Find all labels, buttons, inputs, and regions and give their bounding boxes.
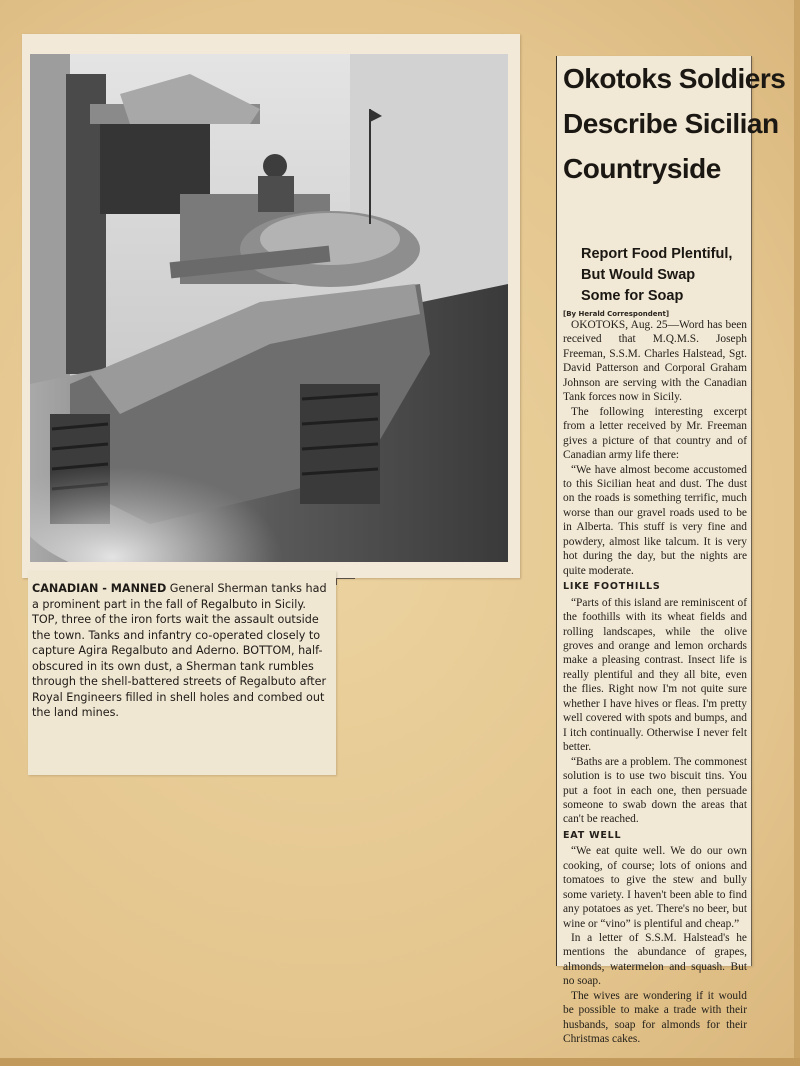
article-paragraph: “Parts of this island are reminiscent of the foothills with its wheat fields and rolling landscapes, while the olive groves and orange and lemon orchards make a pleasing contrast. Insect life is really plentiful and they all bite, even the flies. Right now I'm not quite sure whether I have hives or fleas. I'm pretty well covered with spots and bumps, and I itch continually. Otherwise I never felt better. bbox=[563, 596, 747, 754]
subhead-line: But Would Swap bbox=[581, 267, 696, 283]
tape-mark bbox=[336, 578, 355, 585]
article-subheading: LIKE FOOTHILLS bbox=[563, 581, 661, 593]
article-clipping bbox=[556, 56, 786, 1046]
caption-lead: CANADIAN - MANNED bbox=[32, 582, 167, 595]
headline-line: Okotoks Soldiers bbox=[563, 63, 786, 94]
caption-text: General Sherman tanks had a prominent part in the fall of Regalbuto in Sicily. TOP, three of the iron forts wait the assault outside the town. Tanks and infantry co-operated closely to capture Agira Regalbuto and Aderno. BOTTOM, half-obscured in its own dust, a Sherman tank rumbles through the shell-battered streets of Regalbuto after Royal Engineers filled in shell holes and combed out the land mines. bbox=[32, 582, 327, 719]
article-paragraph: The wives are wondering if it would be possible to make a trade with their husbands, soap for almonds for their Christmas cakes. bbox=[563, 989, 747, 1046]
tank-illustration bbox=[30, 54, 508, 562]
tank-photo bbox=[30, 54, 508, 562]
photo-caption bbox=[32, 581, 332, 721]
headline-line: Describe Sicilian bbox=[563, 108, 779, 139]
article-paragraph: In a letter of S.S.M. Halstead's he mentions the abundance of grapes, almonds, watermelon and squash. But no soap. bbox=[563, 932, 747, 988]
photo-clipping bbox=[22, 34, 520, 578]
page-edge bbox=[794, 0, 800, 1066]
headline-line: Countryside bbox=[563, 153, 721, 184]
page-bottom-edge bbox=[0, 1058, 800, 1066]
article-paragraph: “We have almost become accustomed to this Sicilian heat and dust. The dust on the roads is something terrific, much worse than our gravel roads used to be in Alberta. This stuff is very fine and powdery, almost like talcum. It is very hot during the day, but the nights are quite moderate. bbox=[563, 463, 747, 577]
article-subhead bbox=[581, 244, 747, 307]
subhead-line: Some for Soap bbox=[581, 288, 684, 304]
article-byline: [By Herald Correspondent] bbox=[563, 310, 670, 318]
article-body bbox=[563, 318, 747, 1047]
article-headline bbox=[563, 56, 786, 191]
article-subheading: EAT WELL bbox=[563, 829, 622, 841]
article-paragraph: The following interesting excerpt from a letter received by Mr. Freeman gives a picture of that country and of Canadian army life there: bbox=[563, 405, 747, 462]
subhead-line: Report Food Plentiful, bbox=[581, 246, 733, 262]
article-paragraph: “We eat quite well. We do our own cooking, of course; lots of onions and tomatoes to give the stew and bully some variety. I haven't been able to find any potatoes as yet. There's no beer, but wine or “vino” is plentiful and cheap.” bbox=[563, 845, 747, 930]
caption-clipping bbox=[28, 571, 336, 775]
article-paragraph: OKOTOKS, Aug. 25—Word has been received that M.Q.M.S. Joseph Freeman, S.S.M. Charles Halstead, Sgt. David Patterson and Corporal Graham Johnson are serving with the Canadian Tank forces now in Sicily. bbox=[563, 319, 747, 404]
article-paragraph: “Baths are a problem. The commonest solution is to use two biscuit tins. You put a foot in each one, then persuade someone to swab down the areas that can't be reached. bbox=[563, 755, 747, 826]
